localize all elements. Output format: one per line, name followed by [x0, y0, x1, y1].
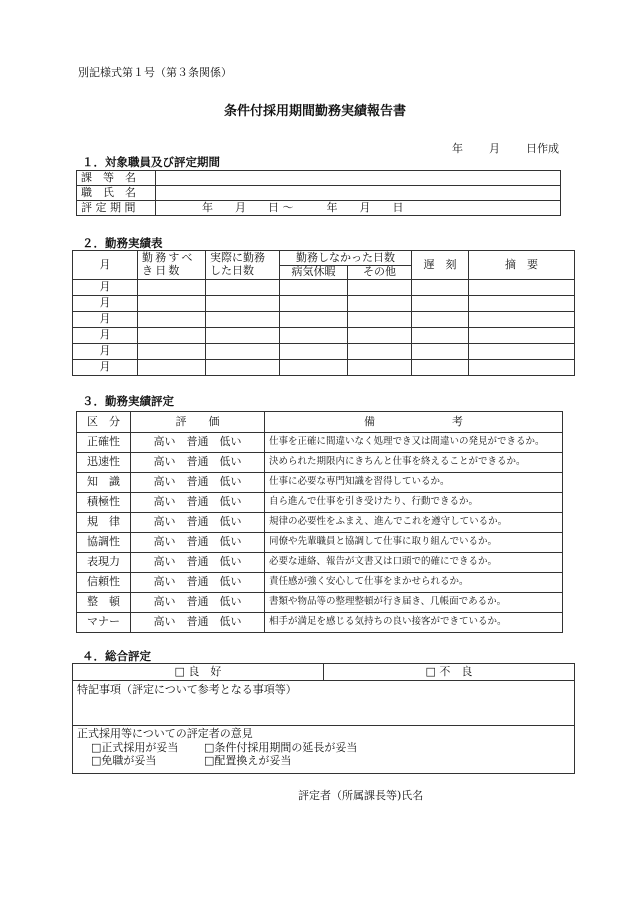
rating-normal[interactable]: 普通	[186, 495, 209, 509]
page-title: 条件付採用期間勤務実績報告書	[223, 104, 406, 119]
category-cell: マナー	[77, 613, 131, 633]
rating-high[interactable]: 高い	[153, 515, 176, 529]
section2-heading: ２．勤務実績表	[82, 236, 163, 250]
rating-normal[interactable]: 普通	[186, 435, 209, 449]
form-reference: 別記様式第１号（第３条関係）	[78, 66, 232, 79]
rating-high[interactable]: 高い	[153, 475, 176, 489]
work-record-table	[72, 250, 575, 376]
category-cell: 表現力	[77, 553, 131, 573]
table-row	[77, 473, 563, 493]
rating-normal[interactable]: 普通	[186, 615, 209, 629]
month-cell: 月	[73, 280, 138, 296]
criteria-note: 責任感が強く安心して仕事をまかせられるか。	[265, 573, 563, 593]
category-cell: 知 識	[77, 473, 131, 493]
rating-options[interactable]	[131, 513, 265, 533]
position-name-field[interactable]	[156, 186, 561, 201]
opinion-title: 正式採用等についての評定者の意見	[77, 727, 253, 740]
rating-options[interactable]	[131, 593, 265, 613]
criteria-note: 相手が満足を感じる気持ちの良い接客ができているか。	[265, 613, 563, 633]
overall-poor-option[interactable]: □ 不 良	[324, 664, 575, 681]
rating-normal[interactable]: 普通	[186, 455, 209, 469]
rating-options[interactable]	[131, 433, 265, 453]
table-row	[73, 360, 575, 376]
position-name-label: 職 氏 名	[77, 186, 156, 201]
rating-normal[interactable]: 普通	[186, 595, 209, 609]
category-cell: 積極性	[77, 493, 131, 513]
category-cell: 規 律	[77, 513, 131, 533]
criteria-note: 仕事に必要な専門知識を習得しているか。	[265, 473, 563, 493]
late-header: 遅 刻	[412, 251, 469, 280]
date-day-label: 日作成	[526, 142, 559, 155]
rating-low[interactable]: 低い	[219, 535, 242, 549]
rating-header: 評 価	[131, 412, 265, 433]
table-row	[73, 328, 575, 344]
rating-high[interactable]: 高い	[153, 575, 176, 589]
category-cell: 迅速性	[77, 453, 131, 473]
category-cell: 信頼性	[77, 573, 131, 593]
rating-options[interactable]	[131, 573, 265, 593]
criteria-note: 自ら進んで仕事を引き受けたり、行動できるか。	[265, 493, 563, 513]
table-row	[77, 433, 563, 453]
table-row	[73, 280, 575, 296]
rating-normal[interactable]: 普通	[186, 515, 209, 529]
rating-normal[interactable]: 普通	[186, 575, 209, 589]
rating-low[interactable]: 低い	[219, 495, 242, 509]
rating-high[interactable]: 高い	[153, 495, 176, 509]
table-row	[77, 533, 563, 553]
table-row	[77, 493, 563, 513]
rating-normal[interactable]: 普通	[186, 555, 209, 569]
rating-high[interactable]: 高い	[153, 595, 176, 609]
rating-options[interactable]	[131, 473, 265, 493]
actual-work-days-header: 実際に勤務した日数	[206, 251, 280, 280]
not-worked-days-header: 勤務しなかった日数	[280, 251, 412, 266]
section4-heading: ４．総合評定	[82, 649, 151, 663]
remarks-header: 摘 要	[469, 251, 575, 280]
month-cell: 月	[73, 360, 138, 376]
rating-low[interactable]: 低い	[219, 555, 242, 569]
special-notes-box[interactable]	[73, 681, 575, 726]
rating-options[interactable]	[131, 553, 265, 573]
rating-normal[interactable]: 普通	[186, 535, 209, 549]
criteria-note: 書類や物品等の整理整頓が行き届き、几帳面であるか。	[265, 593, 563, 613]
criteria-note: 決められた期限内にきちんと仕事を終えることができるか。	[265, 453, 563, 473]
rating-low[interactable]: 低い	[219, 455, 242, 469]
rating-high[interactable]: 高い	[153, 435, 176, 449]
rating-low[interactable]: 低い	[219, 515, 242, 529]
date-year-label: 年	[452, 142, 463, 155]
table-row	[77, 553, 563, 573]
category-cell: 正確性	[77, 433, 131, 453]
rating-options[interactable]	[131, 493, 265, 513]
checkbox-formal-hire[interactable]: □正式採用が妥当	[91, 740, 179, 754]
checkbox-reassignment[interactable]: □配置換えが妥当	[204, 754, 292, 768]
sick-leave-header: 病気休暇	[280, 266, 348, 280]
date-month-label: 月	[489, 142, 500, 155]
dept-field[interactable]	[156, 171, 561, 186]
section1-heading: １．対象職員及び評定期間	[82, 155, 220, 169]
table-row	[77, 453, 563, 473]
rating-low[interactable]: 低い	[219, 435, 242, 449]
month-cell: 月	[73, 296, 138, 312]
table-row	[73, 344, 575, 360]
table-row	[77, 573, 563, 593]
other-header: その他	[348, 266, 412, 280]
rating-normal[interactable]: 普通	[186, 475, 209, 489]
category-header: 区 分	[77, 412, 131, 433]
category-cell: 整 頓	[77, 593, 131, 613]
overall-good-option[interactable]: □ 良 好	[73, 664, 324, 681]
should-work-days-header: 勤務すべき日数	[138, 251, 206, 280]
target-employee-table	[76, 170, 561, 216]
rating-options[interactable]	[131, 613, 265, 633]
dept-label: 課 等 名	[77, 171, 156, 186]
table-row	[73, 312, 575, 328]
criteria-note: 仕事を正確に間違いなく処理でき又は間違いの発見ができるか。	[265, 433, 563, 453]
month-cell: 月	[73, 312, 138, 328]
criteria-note: 同僚や先輩職員と協調して仕事に取り組んでいるか。	[265, 533, 563, 553]
rating-options[interactable]	[131, 453, 265, 473]
table-row	[77, 593, 563, 613]
evaluator-label: 評定者（所属課長等)氏名	[298, 789, 424, 802]
rating-low[interactable]: 低い	[219, 575, 242, 589]
criteria-note: 必要な連絡、報告が文書又は口頭で的確にできるか。	[265, 553, 563, 573]
month-cell: 月	[73, 328, 138, 344]
rating-high[interactable]: 高い	[153, 615, 176, 629]
rating-low[interactable]: 低い	[219, 475, 242, 489]
period-field[interactable]: 年 月 日 〜 年 月 日	[156, 201, 561, 216]
special-notes-label: 特記事項（評定について参考となる事項等）	[77, 683, 297, 696]
rating-high[interactable]: 高い	[153, 535, 176, 549]
table-row	[73, 296, 575, 312]
table-row	[77, 613, 563, 633]
evaluation-table	[76, 411, 563, 633]
section3-heading: ３．勤務実績評定	[82, 394, 174, 408]
notes-header: 備 考	[265, 412, 563, 433]
rating-low[interactable]: 低い	[219, 615, 242, 629]
rating-options[interactable]	[131, 533, 265, 553]
category-cell: 協調性	[77, 533, 131, 553]
checkbox-extend-period[interactable]: □条件付採用期間の延長が妥当	[204, 740, 358, 754]
period-label: 評 定 期 間	[77, 201, 156, 216]
overall-evaluation-table	[72, 663, 575, 774]
rating-high[interactable]: 高い	[153, 455, 176, 469]
month-header: 月	[73, 251, 138, 280]
month-cell: 月	[73, 344, 138, 360]
checkbox-dismissal[interactable]: □免職が妥当	[91, 754, 157, 768]
rating-high[interactable]: 高い	[153, 555, 176, 569]
opinion-box	[73, 726, 575, 774]
criteria-note: 規律の必要性をふまえ、進んでこれを遵守しているか。	[265, 513, 563, 533]
rating-low[interactable]: 低い	[219, 595, 242, 609]
table-row	[77, 513, 563, 533]
